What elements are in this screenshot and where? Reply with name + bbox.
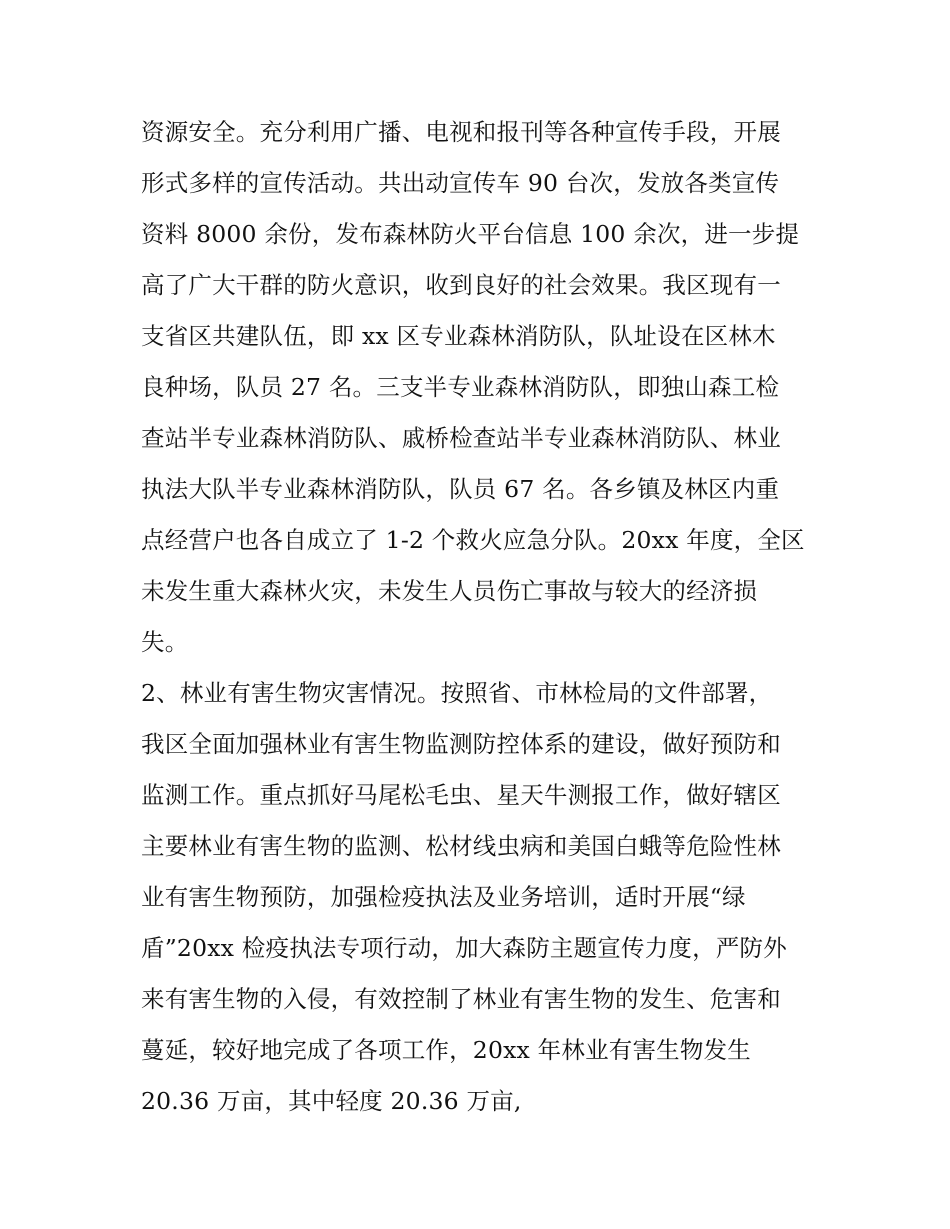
body-text — [141, 107, 821, 1127]
text-line-14: 监测工作。重点抓好马尾松毛虫、星天牛测报工作，做好辖区 — [141, 781, 781, 809]
text-line-4: 高了广大干群的防火意识，收到良好的社会效果。我区现有一 — [141, 271, 781, 299]
text-line-8: 执法大队半专业森林消防队，队员 67 名。各乡镇及林区内重 — [141, 475, 780, 503]
text-line-17: 盾”20xx 检疫执法专项行动，加大森防主题宣传力度，严防外 — [141, 934, 787, 962]
text-line-19: 蔓延，较好地完成了各项工作，20xx 年林业有害生物发生 — [141, 1036, 751, 1064]
text-line-5: 支省区共建队伍，即 xx 区专业森林消防队，队址设在区林木 — [141, 322, 776, 350]
text-line-15: 主要林业有害生物的监测、松材线虫病和美国白蛾等危险性林 — [141, 832, 781, 860]
text-line-7: 查站半专业森林消防队、戚桥检查站半专业森林消防队、林业 — [141, 424, 781, 452]
text-line-10: 未发生重大森林火灾，未发生人员伤亡事故与较大的经济损 — [141, 577, 758, 605]
text-line-12: 2、林业有害生物灾害情况。按照省、市林检局的文件部署， — [141, 679, 773, 707]
text-line-3: 资料 8000 余份，发布森林防火平台信息 100 余次，进一步提 — [141, 220, 800, 248]
text-line-20: 20.36 万亩，其中轻度 20.36 万亩, — [141, 1087, 522, 1115]
text-line-1: 资源安全。充分利用广播、电视和报刊等各种宣传手段，开展 — [141, 118, 781, 146]
text-line-18: 来有害生物的入侵，有效控制了林业有害生物的发生、危害和 — [141, 985, 781, 1013]
text-line-11: 失。 — [141, 628, 189, 656]
text-line-2: 形式多样的宣传活动。共出动宣传车 90 台次，发放各类宣传 — [141, 169, 780, 197]
text-line-9: 点经营户也各自成立了 1-2 个救火应急分队。20xx 年度，全区 — [141, 526, 805, 554]
text-line-16: 业有害生物预防，加强检疫执法及业务培训，适时开展“绿 — [141, 883, 746, 911]
text-line-6: 良种场，队员 27 名。三支半专业森林消防队，即独山森工检 — [141, 373, 780, 401]
text-line-13: 我区全面加强林业有害生物监测防控体系的建设，做好预防和 — [141, 730, 781, 758]
